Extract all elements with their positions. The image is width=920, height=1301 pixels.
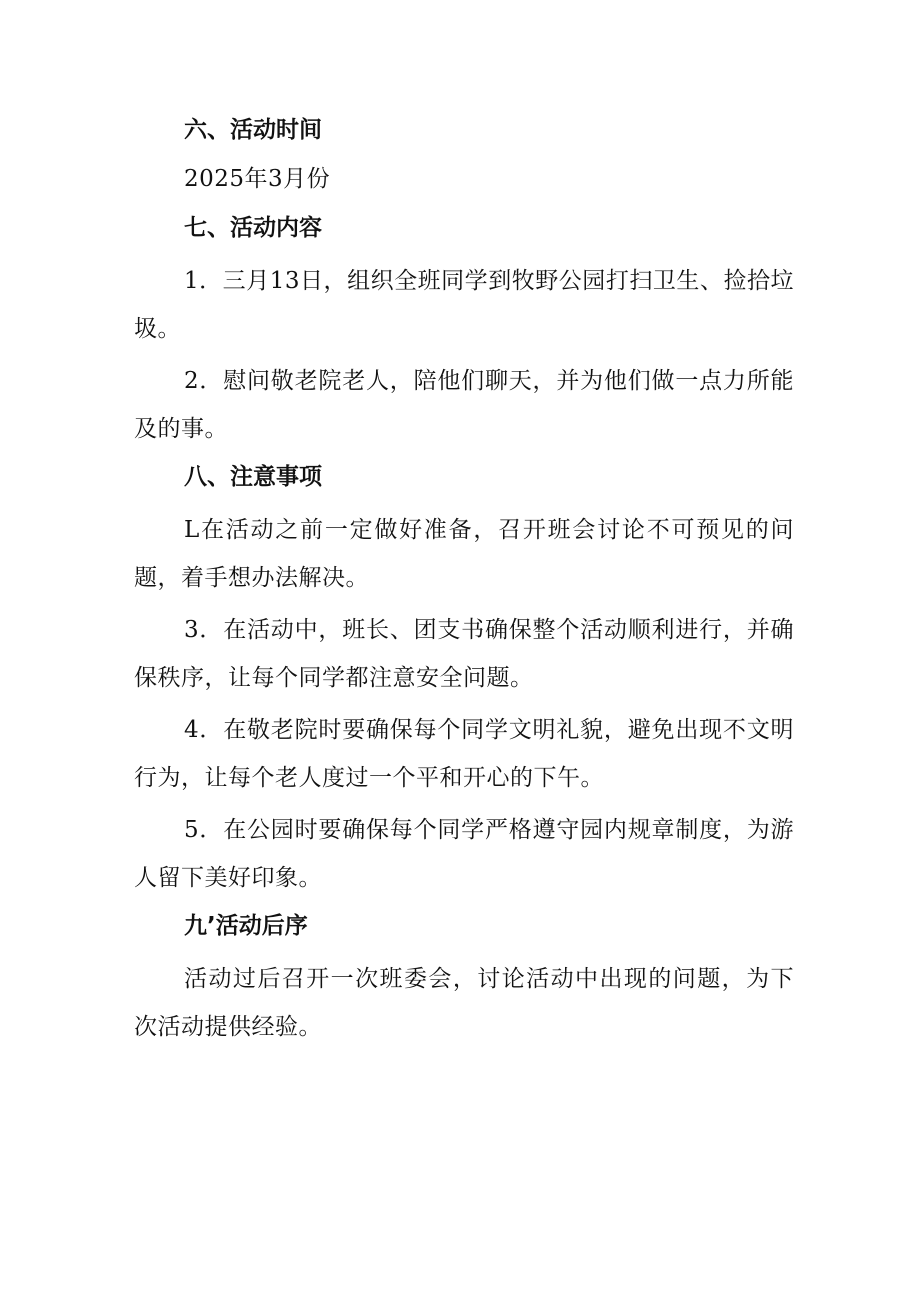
section-heading-follow-up: 九’活动后序 xyxy=(184,913,308,939)
section-heading-precautions: 八、注意事项 xyxy=(184,464,322,490)
section-heading-activity-content: 七、活动内容 xyxy=(184,215,322,241)
activity-time-text: 2025年3月份 xyxy=(184,166,331,192)
precaution-item-3: 3．在活动中，班长、团支书确保整个活动顺利进行，并确保秩序，让每个同学都注意安全问题。 xyxy=(134,617,794,691)
activity-content-item-1: 1．三月13日，组织全班同学到牧野公园打扫卫生、捡拾垃圾。 xyxy=(134,268,794,342)
precaution-item-1: L在活动之前一定做好准备，召开班会讨论不可预见的问题，着手想办法解决。 xyxy=(134,517,794,591)
precaution-item-5: 5．在公园时要确保每个同学严格遵守园内规章制度，为游人留下美好印象。 xyxy=(134,817,794,891)
document-body xyxy=(134,110,794,1055)
precaution-item-4: 4．在敬老院时要确保每个同学文明礼貌，避免出现不文明行为，让每个老人度过一个平和开心的下午。 xyxy=(134,717,794,791)
activity-content-item-2: 2．慰问敬老院老人，陪他们聊天，并为他们做一点力所能及的事。 xyxy=(134,368,794,442)
section-heading-activity-time: 六、活动时间 xyxy=(184,117,322,143)
follow-up-text: 活动过后召开一次班委会，讨论活动中出现的问题，为下次活动提供经验。 xyxy=(134,966,794,1040)
